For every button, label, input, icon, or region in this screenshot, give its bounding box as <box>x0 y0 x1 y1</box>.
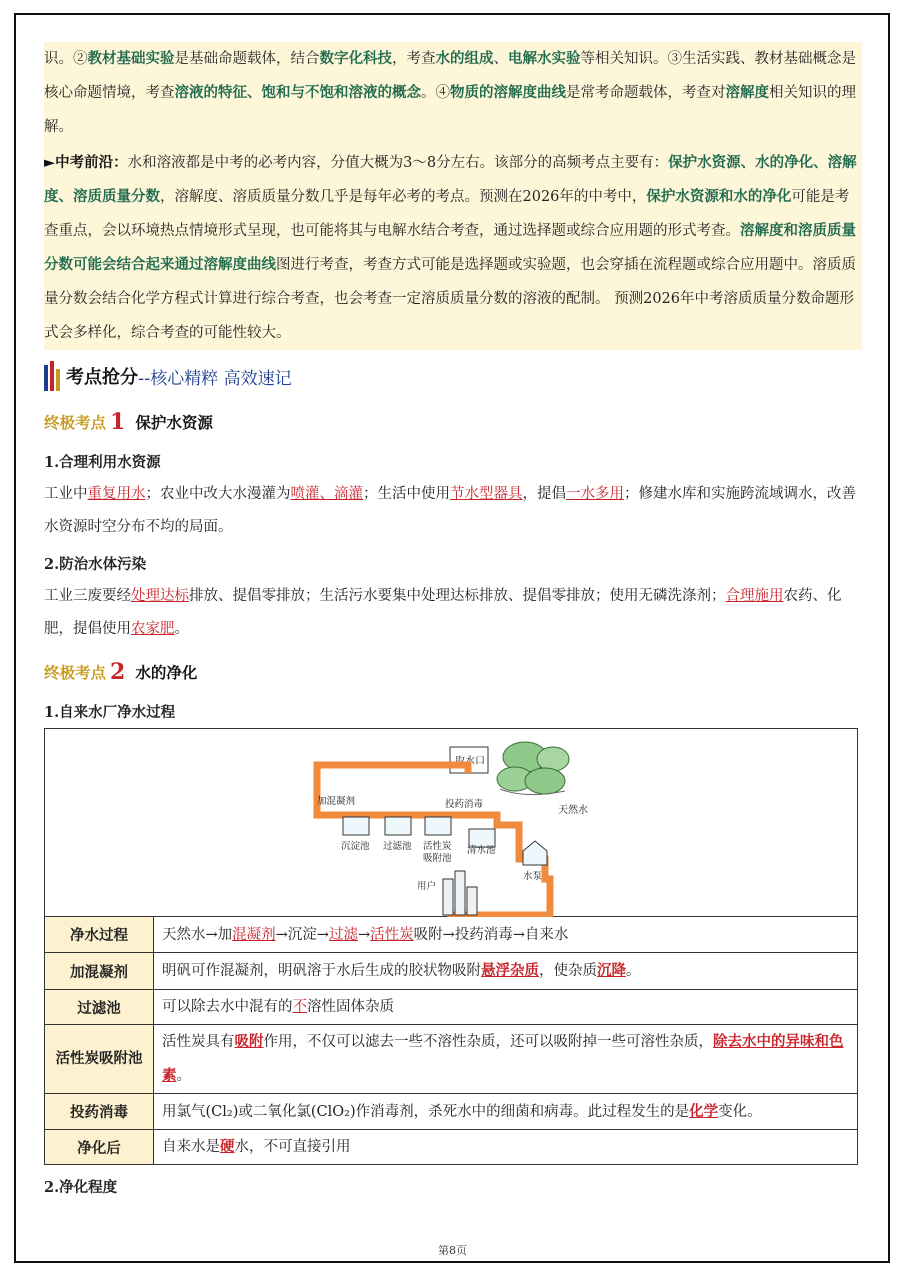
diagram-label-user: 用户 <box>417 881 437 892</box>
table-value-cell <box>154 1130 858 1165</box>
subsection-title: 1.合理利用水资源 <box>44 454 161 471</box>
answer-blank: 化学 <box>689 1102 719 1120</box>
answer-blank: 节水型器具 <box>450 486 523 502</box>
answer-blank: 吸附 <box>234 1033 264 1050</box>
keypoint-label: 终极考点 <box>44 414 107 432</box>
text-run: 排放、提倡零排放；生活污水要集中处理达标排放、提倡零排放；使用无磷洗涤剂； <box>189 588 726 604</box>
table-value-cell <box>154 1025 858 1094</box>
text-run: ；农业中改大水漫灌为 <box>145 486 291 502</box>
note-frontier-text <box>44 155 857 341</box>
answer-blank: 喷灌、滴灌 <box>290 486 363 502</box>
keypoint-label: 终极考点 <box>44 664 107 682</box>
subsection-title: 2.净化程度 <box>44 1179 118 1196</box>
text-run: 是常考命题载体，考查对 <box>566 85 726 101</box>
text-run: 是基础命题载体，结合 <box>174 51 320 67</box>
text-run: 工业三废要经 <box>44 588 131 604</box>
keypoint-number: 2 <box>110 659 126 685</box>
answer-blank: 混凝剂 <box>232 926 276 943</box>
text-run: ；生活中使用 <box>363 486 450 502</box>
text-run: 工业中 <box>44 486 88 502</box>
text-run: 图进行考查，考查方式可能是选择题或实验题，也会穿插在流程题或综合应用题中。溶质质量分数会结合化学方程式计算进行综合考查，也会考查一定溶质质量分数的溶液的配制。 预测2026年中考溶质质量分数命题形式会多样化，综合考查的可能性较大。 <box>44 257 856 341</box>
text-run: →沉淀→ <box>275 926 329 943</box>
diagram-label-carbon2: 吸附池 <box>423 853 452 864</box>
table-key-cell: 加混凝剂 <box>45 953 154 990</box>
text-run: 可以除去水中混有的 <box>162 999 293 1015</box>
highlight-term: 数字化科技 <box>319 50 392 67</box>
text-run: ，考查 <box>392 51 436 67</box>
diagram-label-natural: 天然水 <box>558 805 588 816</box>
table-key-cell: 净水过程 <box>45 917 154 953</box>
highlight-term: 物质的溶解度曲线 <box>450 84 566 101</box>
water-plant-diagram <box>44 728 858 916</box>
text-run: 作用，不仅可以滤去一些不溶性杂质，还可以吸附掉一些可溶性杂质， <box>263 1034 713 1050</box>
table-value-cell <box>154 917 858 953</box>
diagram-label-filt: 过滤池 <box>383 841 412 852</box>
banner-bars-icon <box>44 361 60 391</box>
highlight-term: 溶解度 <box>725 84 769 101</box>
intro-note <box>44 42 862 350</box>
table-row <box>45 990 858 1025</box>
answer-blank: 不 <box>292 999 307 1015</box>
diagram-label-sed: 沉淀池 <box>341 841 370 852</box>
highlight-term: 溶解度和溶质质量分数可能会结合起来通过溶解度曲线 <box>44 222 856 273</box>
keypoint-title: 水的净化 <box>135 664 198 682</box>
highlight-term: 水的组成 <box>435 50 494 67</box>
answer-blank: 活性炭 <box>370 926 414 943</box>
note-paragraph-1 <box>44 42 862 144</box>
table-row <box>45 1130 858 1165</box>
answer-blank: 悬浮杂质 <box>481 962 539 979</box>
table-key-cell: 净化后 <box>45 1130 154 1165</box>
highlight-term: 电解水实验 <box>508 50 581 67</box>
keypoint-1-header <box>44 402 862 442</box>
text-run: 相关知识的理解。 <box>44 85 856 135</box>
text-run: ，溶解度、溶质质量分数几乎是每年必考的考点。预测在2026年的中考中， <box>160 189 647 205</box>
table-row <box>45 917 858 953</box>
text-run: 自来水是 <box>162 1139 220 1155</box>
note-frontier-head: ►中考前沿： <box>44 154 128 171</box>
diagram-label-intake: 取水口 <box>455 756 485 767</box>
subsection-body <box>44 580 862 646</box>
table-value-cell <box>154 953 858 990</box>
text-run: 。 <box>176 1068 191 1084</box>
page-content <box>44 42 862 1203</box>
table-row <box>45 953 858 990</box>
highlight-term: 保护水资源、水的净化、溶解度、溶质质量分数 <box>44 154 857 205</box>
answer-blank: 一水多用 <box>566 486 624 502</box>
banner-title: 考点抢分 <box>66 367 138 388</box>
water-plant-svg <box>45 729 857 917</box>
table-row <box>45 1094 858 1130</box>
text-run: 水和溶液都是中考的必考内容，分值大概为3～8分左右。该部分的高频考点主要有： <box>127 155 669 171</box>
subsection-body <box>44 478 862 544</box>
diagram-label-pump: 水泵 <box>523 871 543 882</box>
text-run: 。 <box>626 963 641 979</box>
subsection-title: 1.自来水厂净水过程 <box>44 704 176 721</box>
table-key-cell: 过滤池 <box>45 990 154 1025</box>
table-value-cell <box>154 990 858 1025</box>
text-run: 水，不可直接引用 <box>234 1139 351 1155</box>
text-run: 。④ <box>421 85 450 101</box>
purification-table <box>44 916 858 1165</box>
text-run: 活性炭具有 <box>162 1034 235 1050</box>
answer-blank: 沉降 <box>597 962 626 979</box>
text-run: 天然水→加 <box>162 926 233 943</box>
diagram-label-clear: 清水池 <box>467 845 496 856</box>
answer-blank: 农家肥 <box>131 621 175 637</box>
diagram-label-coag: 加混凝剂 <box>317 796 356 807</box>
answer-blank: 重复用水 <box>87 486 146 502</box>
keypoint-title: 保护水资源 <box>135 414 213 432</box>
table-key-cell: 投药消毒 <box>45 1094 154 1130</box>
answer-blank: 过滤 <box>328 926 358 943</box>
text-run: ，提倡 <box>522 486 566 502</box>
answer-blank: 合理施用 <box>725 588 784 604</box>
page-number: 第8页 <box>438 1244 467 1257</box>
text-run: 用氯气(Cl₂)或二氧化氯(ClO₂)作消毒剂，杀死水中的细菌和病毒。此过程发生的是 <box>162 1103 690 1120</box>
text-run: 识。② <box>44 51 88 67</box>
table-key-cell: 活性炭吸附池 <box>45 1025 154 1094</box>
banner-subtitle: --核心精粹 高效速记 <box>138 368 292 389</box>
keypoint-2-header <box>44 652 862 692</box>
buildings-icon <box>443 871 477 915</box>
text-run: 、 <box>493 51 508 67</box>
diagram-label-carbon1: 活性炭 <box>423 841 452 852</box>
highlight-term: 保护水资源和水的净化 <box>646 188 792 205</box>
text-run: 明矾可作混凝剂，明矾溶于水后生成的胶状物吸附 <box>162 963 481 979</box>
keypoint-number: 1 <box>110 409 126 435</box>
text-run: 吸附→投药消毒→自来水 <box>413 926 569 943</box>
text-run: → <box>357 926 371 943</box>
highlight-term: 溶液的特征、饱和与不饱和溶液的概念 <box>174 84 421 101</box>
section-banner <box>44 356 862 396</box>
diagram-label-disinfect: 投药消毒 <box>445 799 484 810</box>
table-row <box>45 1025 858 1094</box>
highlight-term: 教材基础实验 <box>87 50 175 67</box>
answer-blank: 除去水中的异味和色素 <box>162 1033 844 1084</box>
table-value-cell <box>154 1094 858 1130</box>
answer-blank: 处理达标 <box>131 588 189 604</box>
answer-blank: 硬 <box>220 1138 235 1155</box>
mountains-icon <box>497 742 569 795</box>
text-run: 。 <box>174 621 189 637</box>
text-run: 可能是考查重点，会以环境热点情境形式呈现，也可能将其与电解水结合考查，通过选择题或综合应用题的形式考查。 <box>44 189 850 239</box>
text-run: 农药、化肥，提倡使用 <box>44 588 842 637</box>
note-paragraph-2 <box>44 146 862 350</box>
text-run: 等相关知识。③生活实践、教材基础概念是核心命题情境，考查 <box>44 51 856 101</box>
text-run: ；修建水库和实施跨流域调水，改善水资源时空分布不均的局面。 <box>44 486 856 535</box>
text-run: 溶性固体杂质 <box>307 999 394 1015</box>
text-run: ，使杂质 <box>539 963 597 979</box>
text-run: 变化。 <box>718 1103 762 1120</box>
subsection-title: 2.防治水体污染 <box>44 556 147 573</box>
